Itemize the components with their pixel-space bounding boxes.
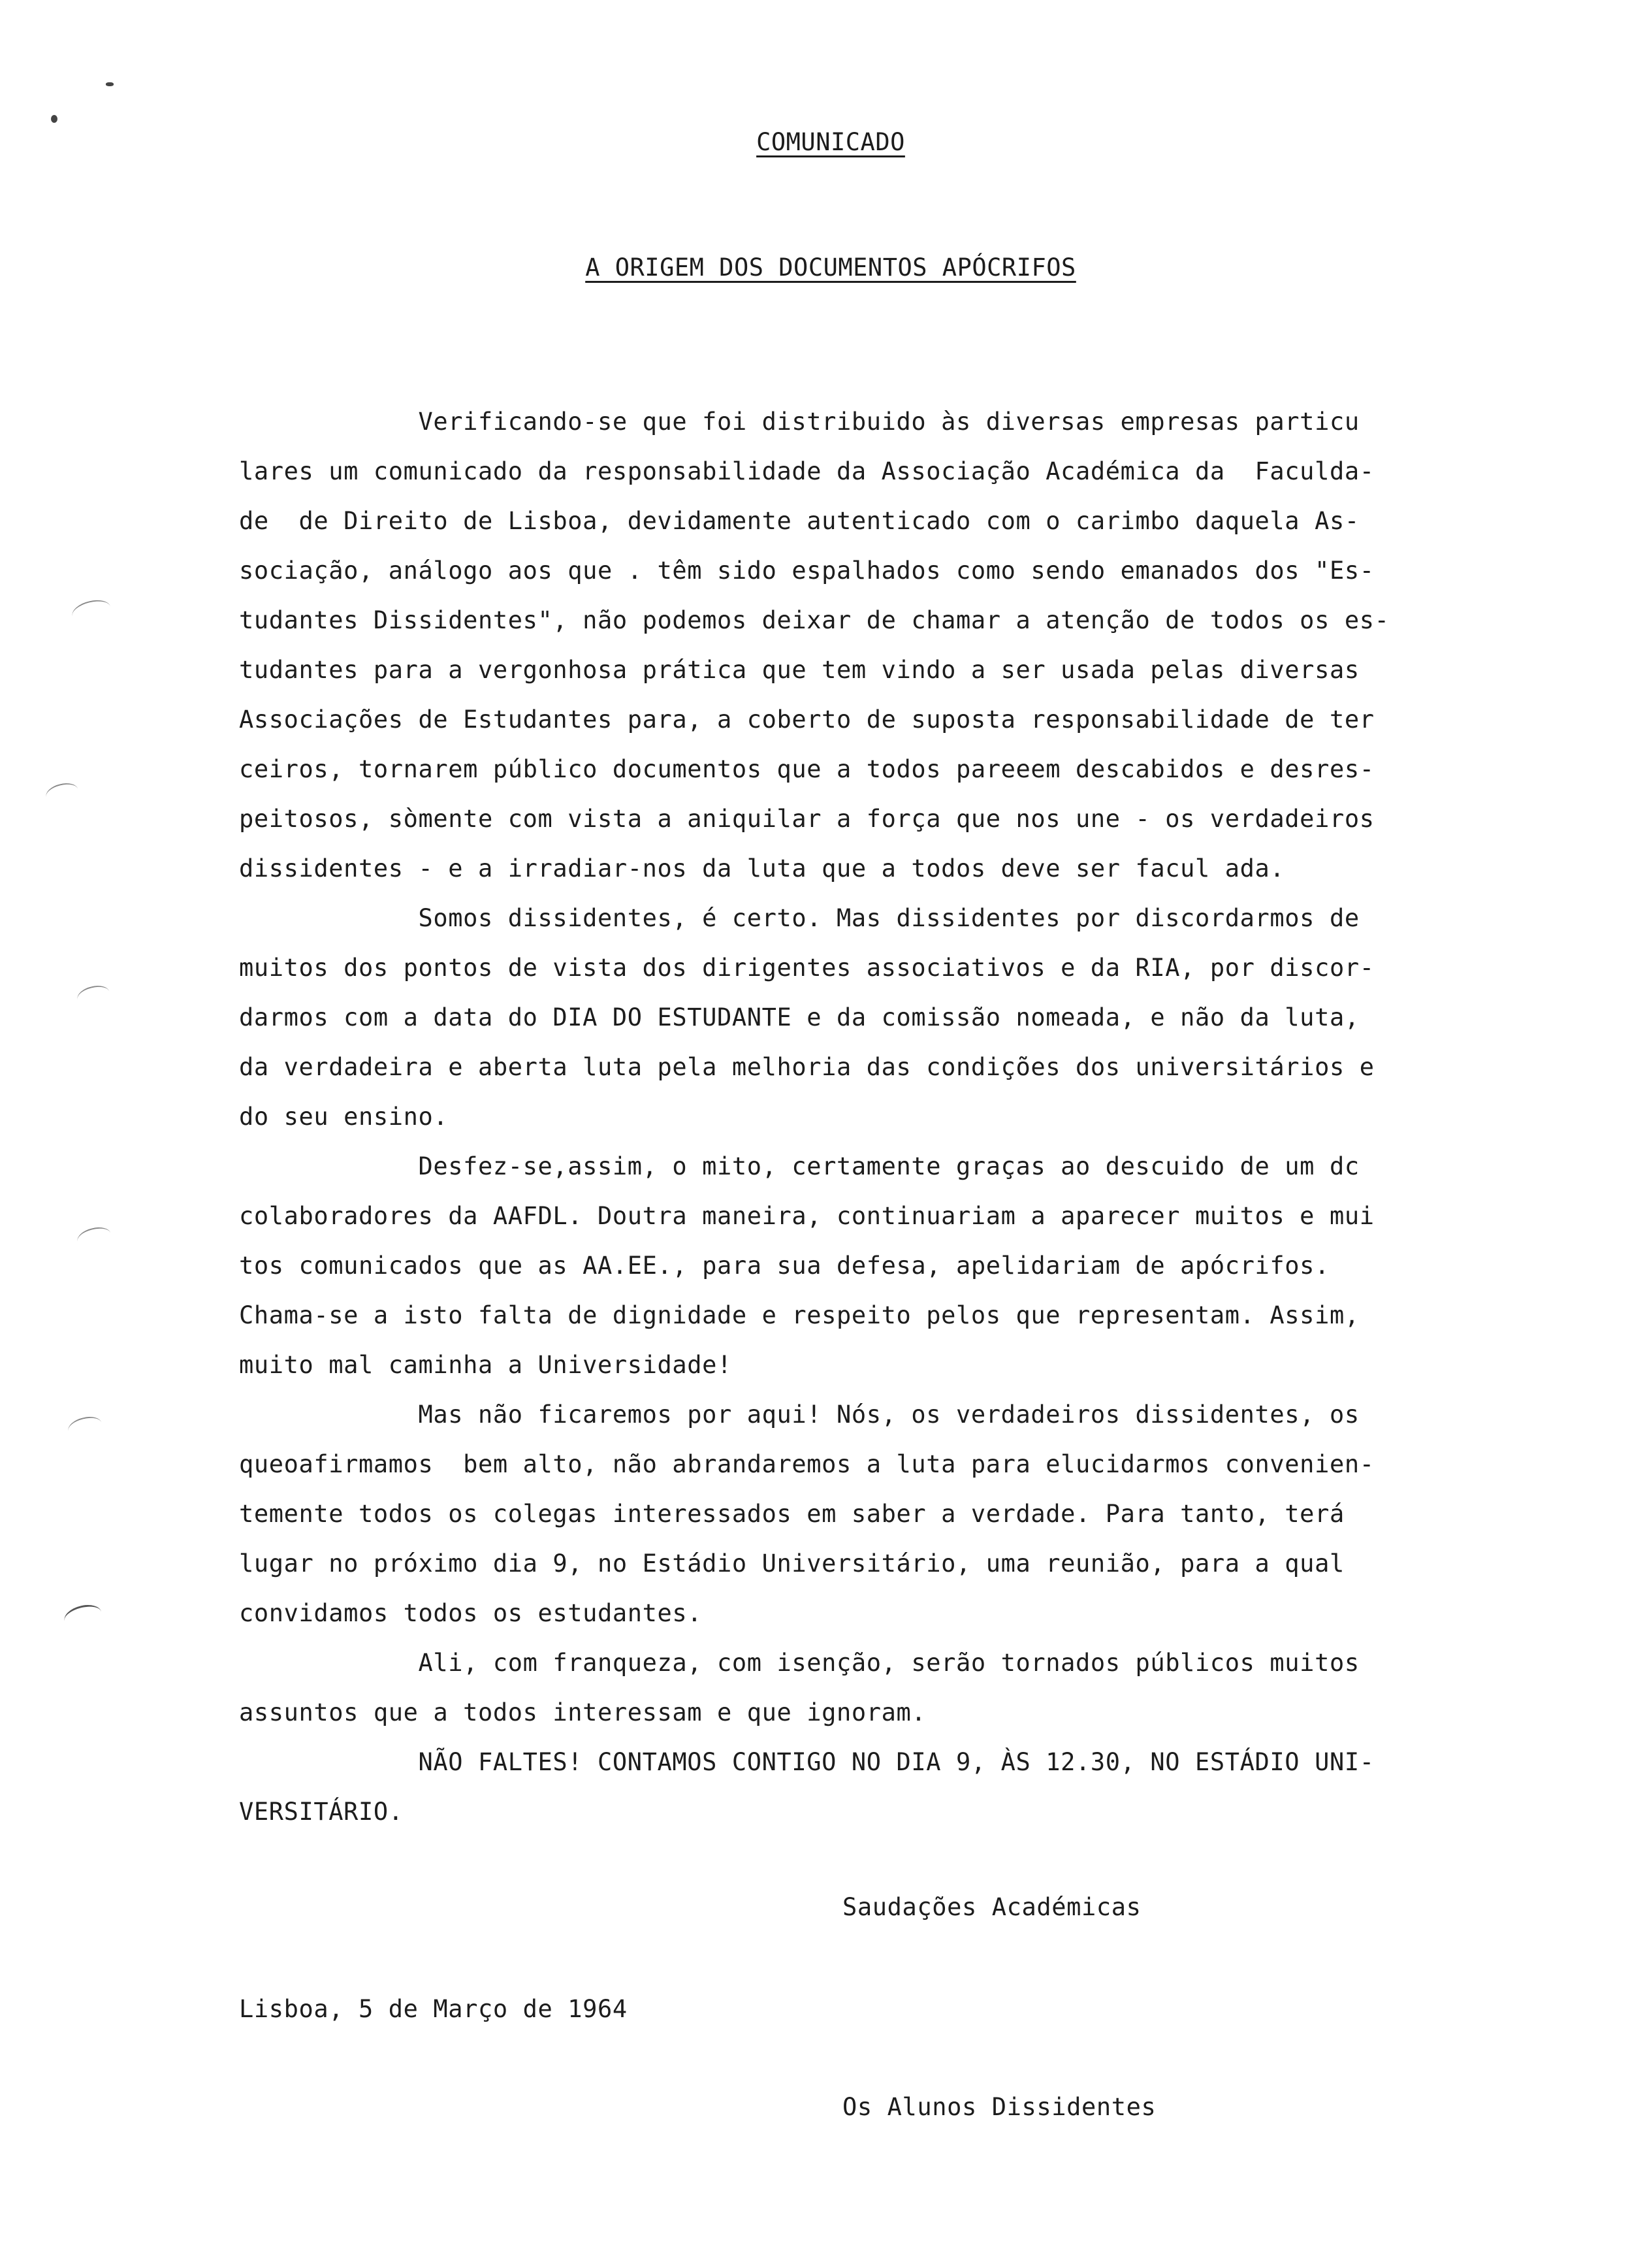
document-subheading: A ORIGEM DOS DOCUMENTOS APÓCRIFOS: [585, 253, 1076, 282]
body-line: Somos dissidentes, é certo. Mas dissidentes por discordarmos de: [239, 904, 1360, 932]
body-line: lugar no próximo dia 9, no Estádio Universitário, uma reunião, para a qual: [239, 1549, 1345, 1578]
body-line: convidamos todos os estudantes.: [239, 1599, 703, 1627]
margin-mark: [75, 982, 111, 1008]
body-line: colaboradores da AAFDL. Doutra maneira, continuariam a aparecer muitos e mui: [239, 1202, 1375, 1230]
body-line: Chama-se a isto falta de dignidade e respeito pelos que representam. Assim,: [239, 1301, 1360, 1329]
margin-mark: [75, 1224, 112, 1250]
document-heading: COMUNICADO: [756, 128, 905, 156]
margin-mark: [62, 1601, 104, 1631]
body-line: sociação, análogo aos que . têm sido espalhados como sendo emanados dos "Es-: [239, 557, 1375, 585]
body-line: tudantes para a vergonhosa prática que tem vindo a ser usada pelas diversas: [239, 656, 1360, 684]
body-line: VERSITÁRIO.: [239, 1798, 404, 1826]
body-line: lares um comunicado da responsabilidade da Associação Académica da Faculda-: [239, 457, 1375, 485]
margin-mark: [44, 780, 80, 805]
body-line: ceiros, tornarem público documentos que a todos pareeem descabidos e desres-: [239, 755, 1375, 783]
body-line: tos comunicados que as AA.EE., para sua defesa, apelidariam de apócrifos.: [239, 1252, 1330, 1280]
margin-mark: [66, 1414, 103, 1440]
body-line: Ali, com franqueza, com isenção, serão tornados públicos muitos: [239, 1649, 1360, 1677]
body-line: NÃO FALTES! CONTAMOS CONTIGO NO DIA 9, ÀS 12.30, NO ESTÁDIO UNI-: [239, 1748, 1375, 1776]
body-line: darmos com a data do DIA DO ESTUDANTE e da comissão nomeada, e não da luta,: [239, 1003, 1360, 1031]
body-line: muitos dos pontos de vista dos dirigentes associativos e da RIA, por discor-: [239, 954, 1375, 982]
body-line: Desfez-se,assim, o mito, certamente graças ao descuido de um dc: [239, 1152, 1360, 1180]
body-line: de de Direito de Lisboa, devidamente autenticado com o carimbo daquela As-: [239, 507, 1360, 535]
signature: Os Alunos Dissidentes: [842, 2093, 1157, 2121]
body-line: Mas não ficaremos por aqui! Nós, os verdadeiros dissidentes, os: [239, 1401, 1360, 1429]
body-line: temente todos os colegas interessados em saber a verdade. Para tanto, terá: [239, 1500, 1345, 1528]
body-line: Associações de Estudantes para, a coberto de suposta responsabilidade de ter: [239, 705, 1375, 734]
margin-mark: [70, 596, 113, 626]
body-line: peitosos, sòmente com vista a aniquilar a força que nos une - os verdadeiros: [239, 805, 1375, 833]
closing-greeting: Saudações Académicas: [842, 1893, 1142, 1921]
place-date: Lisboa, 5 de Março de 1964: [239, 1995, 628, 2023]
body-line: da verdadeira e aberta luta pela melhoria das condições dos universitários e: [239, 1053, 1375, 1081]
body-line: assuntos que a todos interessam e que ignoram.: [239, 1698, 927, 1726]
scan-speck: [106, 82, 114, 86]
body-line: tudantes Dissidentes", não podemos deixar de chamar a atenção de todos os es-: [239, 606, 1390, 634]
body-line: dissidentes - e a irradiar-nos da luta que a todos deve ser facul ada.: [239, 854, 1285, 883]
body-line: Verificando-se que foi distribuido às diversas empresas particu: [239, 408, 1360, 436]
body-line: muito mal caminha a Universidade!: [239, 1351, 732, 1379]
body-line: do seu ensino.: [239, 1103, 449, 1131]
scan-speck: [51, 115, 57, 123]
body-line: queoafirmamos bem alto, não abrandaremos a luta para elucidarmos convenien-: [239, 1450, 1375, 1478]
